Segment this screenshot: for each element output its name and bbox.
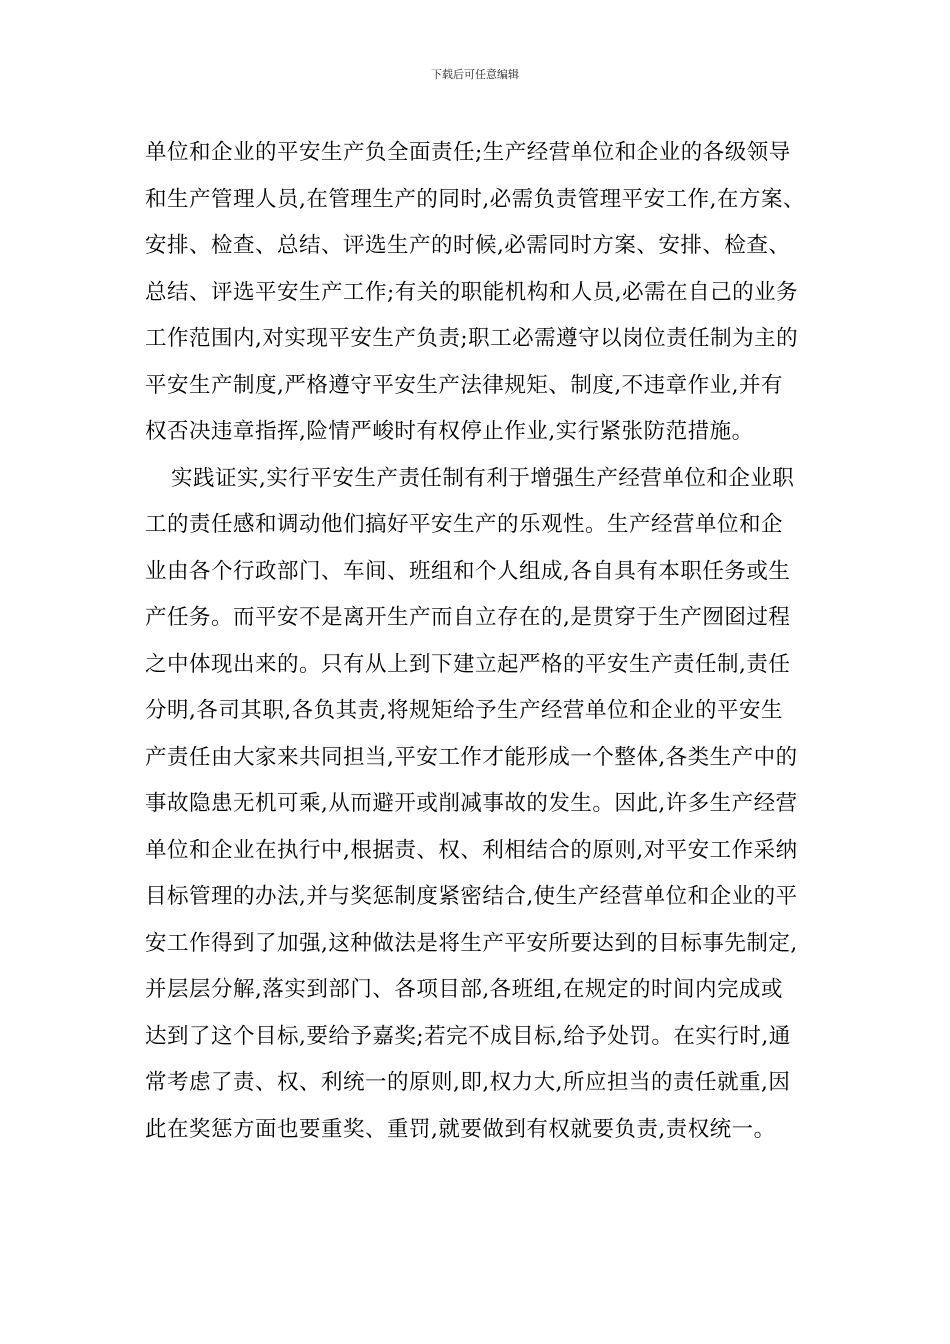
text-line: 权否决违章指挥,险情严峻时有权停止作业,实行紧张防范措施。 — [145, 419, 754, 444]
text-line: 目标管理的办法,并与奖惩制度紧密结合,使生产经营单位和企业的平 — [145, 884, 798, 909]
text-line — [145, 1153, 810, 1200]
text-line: 安工作得到了加强,这种做法是将生产平安所要达到的目标事先制定, — [145, 930, 798, 956]
text-line: 单位和企业在执行中,根据责、权、利相结合的原则,对平安工作采纳 — [145, 837, 798, 863]
text-line: 事故隐患无机可乘,从而避开或削减事故的发生。因此,许多生产经营 — [145, 791, 798, 816]
text-line: 平安生产制度,严格遵守平安生产法律规矩、制度,不违章作业,并有 — [145, 372, 784, 398]
page-header: 下载后可任意编辑 — [431, 68, 519, 81]
paragraph-1 — [145, 130, 810, 456]
paragraph-2 — [145, 456, 810, 1200]
text-line: 之中体现出来的。只有从上到下建立起严格的平安生产责任制,责任 — [145, 651, 791, 677]
text-line: 工的责任感和调动他们搞好平安生产的乐观性。生产经营单位和企 — [145, 512, 784, 537]
text-line: 并层层分解,落实到部门、各项目部,各班组,在规定的时间内完成或 — [145, 977, 784, 1002]
text-line: 实践证实,实行平安生产责任制有利于增强生产经营单位和企业职 — [171, 465, 795, 491]
text-line: 产任务。而平安不是离开生产而自立存在的,是贯穿于生产囫囵过程 — [145, 605, 791, 630]
text-line: 单位和企业的平安生产负全面责任;生产经营单位和企业的各级领导 — [145, 140, 791, 165]
text-line: 产责任由大家来共同担当,平安工作才能形成一个整体,各类生产中的 — [145, 744, 798, 770]
text-line: 达到了这个目标,要给予嘉奖;若完不成目标,给予处罚。在实行时,通 — [145, 1023, 791, 1049]
text-line: 常考虑了责、权、利统一的原则,即,权力大,所应担当的责任就重,因 — [145, 1070, 791, 1095]
text-line: 业由各个行政部门、车间、班组和个人组成,各自具有本职任务或生 — [145, 558, 791, 584]
text-line: 分明,各司其职,各负其责,将规矩给予生产经营单位和企业的平安生 — [145, 698, 784, 723]
text-line: 总结、评选平安生产工作;有关的职能机构和人员,必需在自己的业务 — [145, 279, 799, 305]
text-line: 安排、检查、总结、评选生产的时候,必需同时方案、安排、检查、 — [145, 233, 791, 258]
text-line: 工作范围内,对实现平安生产负责;职工必需遵守以岗位责任制为主的 — [145, 326, 799, 351]
text-line: 和生产管理人员,在管理生产的同时,必需负责管理平安工作,在方案、 — [145, 186, 806, 212]
text-line: 此在奖惩方面也要重奖、重罚,就要做到有权就要负责,责权统一。 — [145, 1116, 776, 1142]
document-body — [145, 130, 810, 1200]
